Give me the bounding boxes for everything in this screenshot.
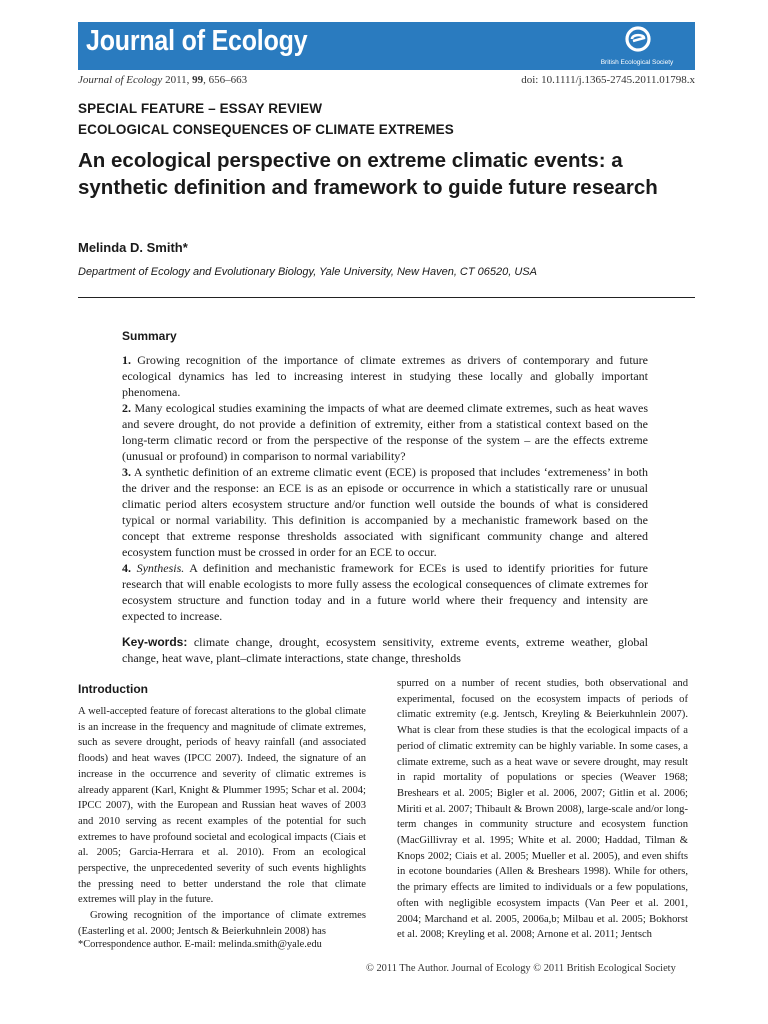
intro-paragraph-3: spurred on a number of recent studies, both observational and experimental, focused on the ecosystem impacts of periods of climatic extremity (e.g. Jentsch, Kreyling & Beierkuhnlein 2007). What is clear from these studies is that the ecological impacts of a period of climatic extremity can be highly variable. In some cases, a climate extreme, such as a heat wave or severe drought, may result in rapid mortality of populations or species (Weaver 1968; Breshears et al. 2005; Bigler et al. 2006, 2007; Gitlin et al. 2006; Miriti et al. 2007; Thibault & Brown 2008), large-scale and/or long-term changes in community structure and ecosystem function (MacGillivray et al. 1995; White et al. 2000; Haddad, Tilman & Knops 2002; Ciais et al. 2005; Mueller et al. 2005), and even shifts in ecotone boundaries (Allen & Breshears 1998). While for others, the primary effects are limited to individuals or a few populations, often with negligible ecosystem impacts (Van Peer et al. 2001, 2004; Marchand et al. 2005, 2006a,b; Milbau et al. 2005; Bokhorst et al. 2008; Kreyling et al. 2008; Arnone et al. 2011; Jentsch bbox=[397, 678, 688, 941]
intro-paragraph-1: A well-accepted feature of forecast alterations to the global climate is an increase in the frequency and magnitude of climate extremes, such as severe drought, periods of heavy rainfall (and associated floods) and heat waves (IPCC 2007). Indeed, the signature of an increase in the occurrence and severity of climatic extremes is already apparent (Karl, Knight & Plummer 1995; Schar et al. 2004; IPCC 2007), with the European and Russian heat waves of 2003 and 2010 serving as recent examples of the potential for such extremes to have profound societal and ecological impacts (Ciais et al. 2005; Garcia-Herrara et al. 2010). From an ecological perspective, the unprecedented severity of such events highlights the pressing need to better understand the role that climate extremes will play in the future. bbox=[78, 706, 366, 906]
correspondence-footnote: *Correspondence author. E-mail: melinda.smith@yale.edu bbox=[78, 939, 322, 950]
summary-heading: Summary bbox=[122, 329, 177, 343]
right-column bbox=[397, 676, 688, 943]
intro-paragraph-2: Growing recognition of the importance of climate extremes (Easterling et al. 2000; Jentsch & Beierkuhnlein 2008) has bbox=[78, 910, 366, 937]
keywords bbox=[122, 634, 648, 666]
society-logo-icon bbox=[625, 26, 651, 54]
author-affiliation: Department of Ecology and Evolutionary Biology, Yale University, New Haven, CT 06520, USA bbox=[78, 266, 537, 278]
article-author: Melinda D. Smith* bbox=[78, 240, 188, 255]
left-column bbox=[78, 704, 366, 940]
summary-point-3: 3. A synthetic definition of an extreme climatic event (ECE) is proposed that includes ‘extremeness’ in both the driver and the response: an ECE is as an episode or occurrence in which a statistically rare or unusual climatic period alters ecosystem structure and/or function well outside the bounds of what is considered typical or normal variability. This definition is accompanied by a mechanistic framework based on the concept that extreme response thresholds associated with significant community change and altered ecosystem function must be crossed in order for an ECE to occur. bbox=[122, 465, 648, 559]
feature-topic-label: ECOLOGICAL CONSEQUENCES OF CLIMATE EXTREMES bbox=[78, 122, 454, 137]
introduction-heading: Introduction bbox=[78, 682, 148, 696]
article-title: An ecological perspective on extreme climatic events: a synthetic definition and framework to guide future research bbox=[78, 149, 658, 199]
society-name: British Ecological Society bbox=[600, 59, 674, 66]
keywords-text: climate change, drought, ecosystem sensitivity, extreme events, extreme weather, global change, heat wave, plant–climate interactions, state change, thresholds bbox=[122, 635, 648, 665]
society-logo bbox=[589, 26, 685, 66]
header-divider bbox=[78, 297, 695, 298]
summary-point-1: 1. Growing recognition of the importance of climate extremes as drivers of contemporary and future ecological dynamics has led to increasing interest in studying these locally and globally important phenomena. bbox=[122, 353, 649, 399]
doi[interactable]: doi: 10.1111/j.1365-2745.2011.01798.x bbox=[521, 74, 695, 86]
keywords-label: Key-words: bbox=[122, 635, 188, 649]
special-feature-label: SPECIAL FEATURE – ESSAY REVIEW bbox=[78, 101, 323, 116]
journal-name: Journal of Ecology bbox=[86, 25, 308, 57]
journal-citation: Journal of Ecology 2011, 99, 656–663 bbox=[78, 74, 248, 86]
summary-point-4: 4. Synthesis. A definition and mechanistic framework for ECEs is used to identify priorities for future research that will enable ecologists to more fully assess the ecological consequences of climate extremes for ecosystem structure and function today and in a future world where their frequency and intensity are expected to increase. bbox=[122, 561, 648, 623]
summary-body bbox=[122, 352, 648, 624]
journal-banner bbox=[78, 22, 695, 70]
copyright-footer: © 2011 The Author. Journal of Ecology © 2011 British Ecological Society bbox=[366, 963, 676, 974]
summary-point-2: 2. Many ecological studies examining the impacts of what are deemed climate extremes, such as heat waves and severe drought, do not provide a definition of extremity, either from a statistical context based on the long-term climatic record or from the perspective of the response of the system – are the effects extreme (unusual or profound) in comparison to normal variability? bbox=[122, 401, 649, 463]
